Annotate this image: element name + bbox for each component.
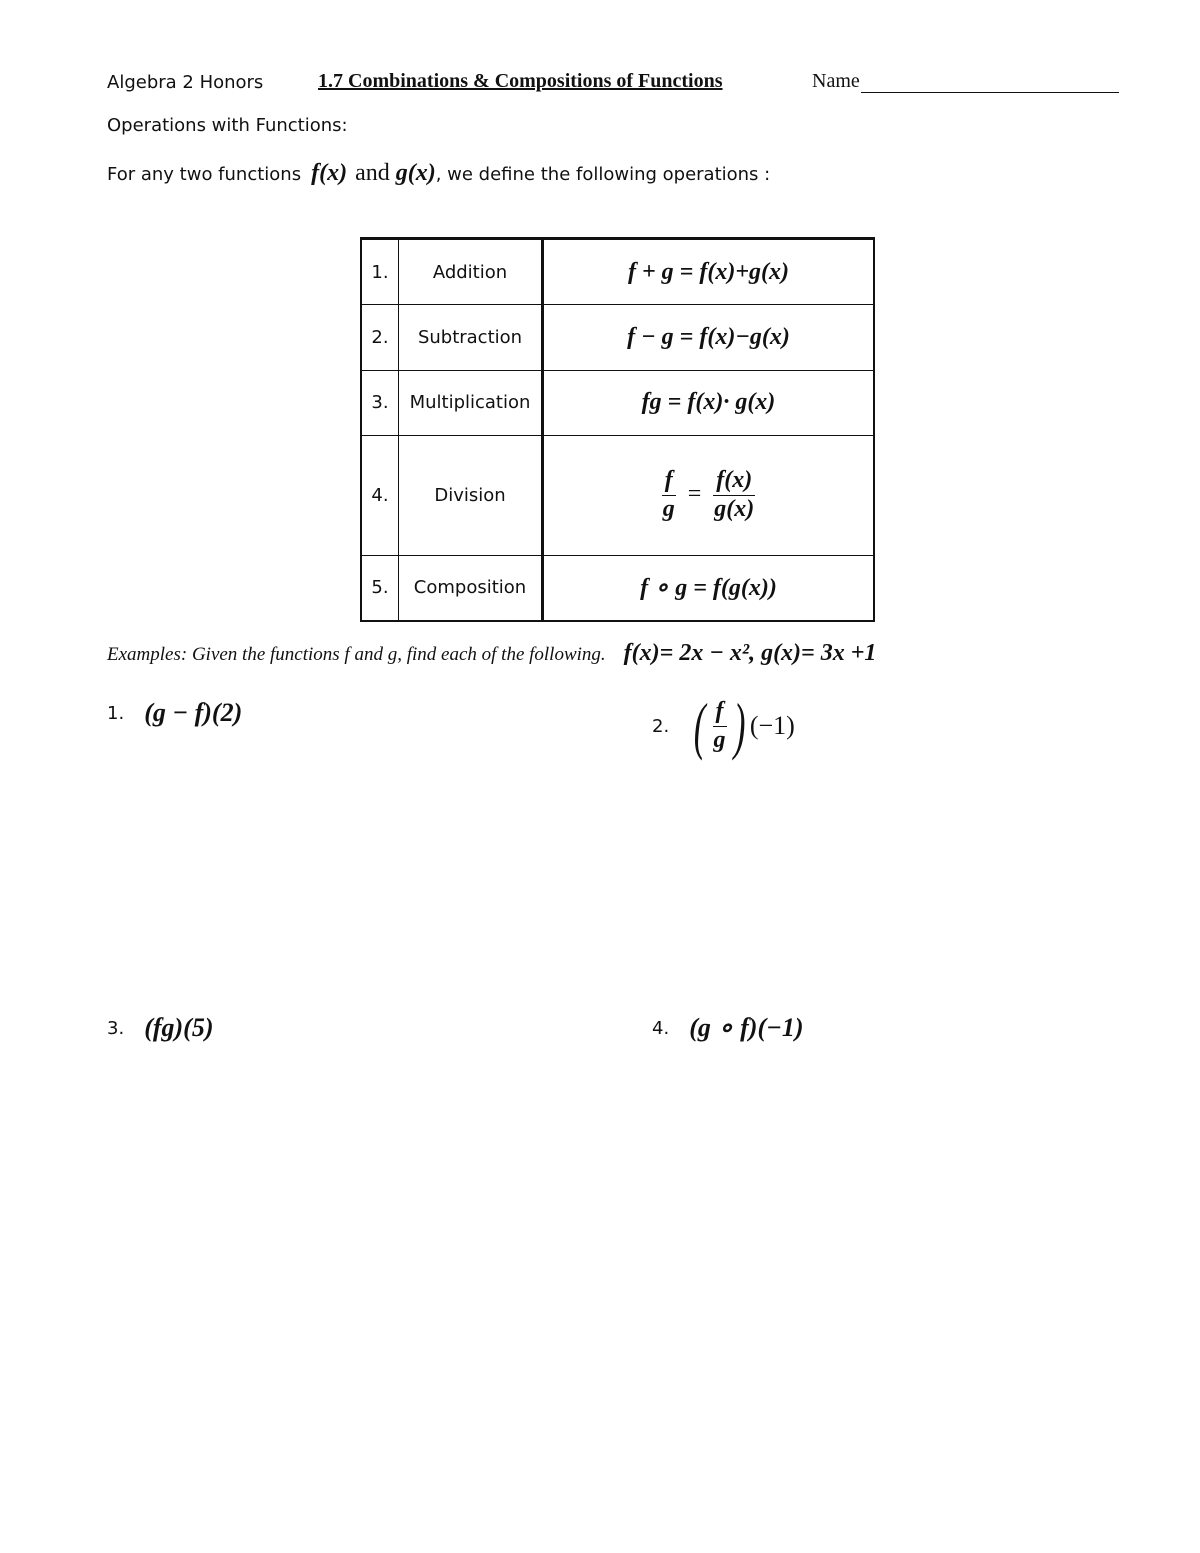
problem-4 [652,1013,804,1043]
operation-number: 4. [361,436,399,556]
section-heading: Operations with Functions: [107,115,348,136]
operation-number: 3. [361,370,399,435]
problem-3 [107,1013,213,1043]
problem-number: 4. [652,1017,670,1039]
operation-name: Addition [399,239,543,305]
problem-number: 3. [107,1017,125,1039]
operation-number: 5. [361,555,399,621]
division-rhs-fraction [711,467,757,523]
problem-2 [652,690,795,761]
operation-formula: f + g = f(x)+g(x) [543,239,875,305]
intro-suffix: , we define the following operations : [435,164,771,185]
equals-sign: = [687,480,702,507]
operation-formula: fg = f(x)· g(x) [543,370,875,435]
problem-expression: (g ∘ f)(−1) [689,1013,804,1042]
problem-number: 2. [652,715,670,737]
fraction-numerator: f(x) [713,467,755,496]
fraction-denominator: g(x) [714,495,755,522]
table-row [361,436,874,556]
problem-argument: (−1) [749,711,795,740]
operation-formula: f − g = f(x)−g(x) [543,305,875,370]
operation-formula [543,436,875,556]
name-blank-line[interactable] [861,72,1119,93]
problem-expression: (g − f)(2) [144,698,243,727]
fraction-numerator: f [662,467,676,496]
table-row [361,239,874,305]
fraction-denominator: g [713,726,726,753]
name-field[interactable] [812,70,1119,93]
course-name: Algebra 2 Honors [107,72,264,93]
table-row [361,370,874,435]
operation-name: Subtraction [399,305,543,370]
operation-number: 1. [361,239,399,305]
operation-name: Multiplication [399,370,543,435]
intro-and: and [355,160,390,186]
table-row [361,305,874,370]
operation-name: Composition [399,555,543,621]
name-label: Name [812,70,860,92]
intro-prefix: For any two functions [107,164,302,185]
problem-expression: (fg)(5) [144,1013,214,1042]
examples-line [107,640,876,667]
problem-expression [689,690,795,761]
right-paren: ) [733,690,746,761]
operation-name: Division [399,436,543,556]
problem-number: 1. [107,702,125,724]
table-row [361,555,874,621]
examples-label: Examples: Given the functions f and g, find each of the following. [107,644,606,665]
intro-sentence [107,160,770,187]
page-title: 1.7 Combinations & Compositions of Functions [318,70,723,92]
problem-fraction [711,698,729,754]
intro-f-of-x: f(x) [311,160,348,186]
operation-formula: f ∘ g = f(g(x)) [543,555,875,621]
division-lhs-fraction [660,467,678,523]
operation-number: 2. [361,305,399,370]
intro-g-of-x: g(x) [395,160,436,186]
problem-1 [107,698,242,728]
left-paren: ( [693,690,706,761]
fraction-numerator: f [713,698,727,727]
operations-table [360,237,875,622]
fraction-denominator: g [662,495,675,522]
given-functions: f(x)= 2x − x², g(x)= 3x +1 [623,640,877,666]
